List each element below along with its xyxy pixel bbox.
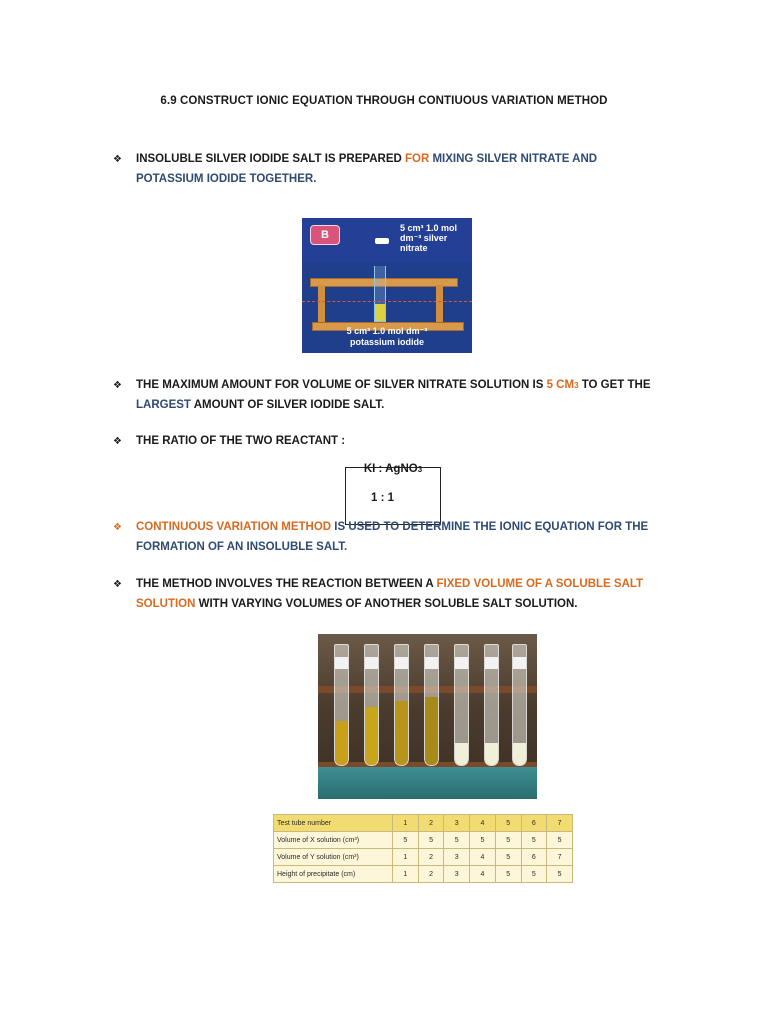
text-span: AMOUNT OF SILVER IODIDE SALT. [190,398,385,411]
table-cell: 1 [393,849,419,866]
tube-label [395,657,408,669]
table-cell: 5 [495,832,521,849]
tube-liquid [365,707,378,765]
highlight-span: LARGEST [136,398,191,411]
table-cell: 5 [547,866,573,883]
table-cell: 6 [521,849,547,866]
label-line: 5 cm³ 1.0 mol dm⁻³ [346,326,428,336]
ratio-value: 1 : 1 [370,492,394,504]
table-cell: Volume of X solution (cm³) [274,832,393,849]
table-cell: 4 [470,866,496,883]
diamond-bullet-icon: ❖ [113,380,122,391]
highlight-sub: 3 [574,381,579,390]
text-span: IS USED TO DETERMINE THE IONIC EQUATION FOR THE FORMATION OF AN INSOLUBLE SALT. [136,521,649,553]
table-cell: Height of precipitate (cm) [274,866,393,883]
test-tube-icon [394,644,409,766]
tube-liquid [395,701,408,765]
tube-liquid [485,743,498,765]
formula-sub: 3 [417,465,423,474]
highlight-span: FIXED VOLUME OF A SOLUBLE SALT SOLUTION [136,578,644,610]
precipitate-fill [375,304,385,321]
potassium-iodide-label [302,326,472,348]
tube-label [513,657,526,669]
table-cell: 5 [495,849,521,866]
tube-label [455,657,468,669]
tube-label [365,657,378,669]
diamond-bullet-icon: ❖ [113,579,122,590]
dashed-line [302,301,472,302]
table-cell: 5 [444,832,470,849]
diamond-bullet-icon: ❖ [113,154,122,165]
table-cell: 7 [547,849,573,866]
rack-leg [436,285,443,325]
bench-surface [318,767,537,799]
diamond-bullet-icon: ❖ [113,522,122,533]
table-cell: 3 [444,815,470,832]
tube-liquid [335,721,348,765]
table-row [274,832,573,849]
table-cell: 5 [521,832,547,849]
test-tube-icon [334,644,349,766]
results-table [273,814,573,883]
dropper-icon [375,238,389,244]
bullet-text-1 [136,150,656,189]
diagram-badge: B [310,225,340,245]
bullet-text-5 [136,575,656,614]
table-header-row [274,815,573,832]
page-title: 6.9 CONSTRUCT IONIC EQUATION THROUGH CONTIUOUS VARIATION METHOD [160,95,608,107]
text-span: WITH VARYING VOLUMES OF ANOTHER SOLUBLE SALT SOLUTION. [195,597,578,610]
highlight-span: 5 CM [546,379,575,391]
table-cell: 2 [418,849,444,866]
ratio-formula [345,463,441,475]
bullet-text-3: THE RATIO OF THE TWO REACTANT : [136,435,346,447]
table-cell: 4 [470,815,496,832]
highlight-span: FOR [405,153,430,165]
table-cell: 5 [547,832,573,849]
apparatus-diagram [302,218,472,353]
bullet-text-2 [136,376,656,415]
table-cell: 5 [495,866,521,883]
table-cell: 5 [393,832,419,849]
table-cell: 5 [495,815,521,832]
bullet-item-4 [113,518,653,558]
table-cell: 2 [418,866,444,883]
label-line: potassium iodide [349,337,424,347]
table-cell: 7 [547,815,573,832]
bullet-item-3 [113,432,653,452]
text-span: MIXING SILVER NITRATE AND POTASSIUM IODIDE TOGETHER. [136,153,598,185]
formula-text: KI : AgNO [363,463,418,475]
test-tube-icon [484,644,499,766]
bullet-item-1 [113,150,653,190]
table-row [274,866,573,883]
table-cell: 3 [444,866,470,883]
table-cell: 2 [418,815,444,832]
table-cell: 1 [393,866,419,883]
bullet-item-2 [113,376,653,416]
test-tube-icon [512,644,527,766]
table-cell: 4 [470,849,496,866]
test-tubes-photo [318,634,537,799]
highlight-span: CONTINUOUS VARIATION METHOD [136,521,332,533]
diamond-bullet-icon: ❖ [113,436,122,447]
table-cell: 1 [393,815,419,832]
tube-liquid [513,743,526,765]
table-cell: 5 [521,866,547,883]
tube-liquid [425,697,438,765]
table-cell: Test tube number [274,815,393,832]
tube-label [425,657,438,669]
text-span: TO GET THE [578,379,651,391]
table-cell: 3 [444,849,470,866]
tube-label [335,657,348,669]
text-span: INSOLUBLE SILVER IODIDE SALT IS PREPARED [136,153,405,165]
bullet-text-4 [136,518,656,557]
table-cell: 5 [470,832,496,849]
text-span: THE MAXIMUM AMOUNT FOR VOLUME OF SILVER NITRATE SOLUTION IS [136,379,547,391]
table-cell: Volume of Y solution (cm³) [274,849,393,866]
silver-nitrate-label: 5 cm³ 1.0 mol dm⁻³ silver nitrate [400,223,458,253]
bullet-item-5 [113,575,653,615]
table-cell: 6 [521,815,547,832]
test-tube-icon [454,644,469,766]
table-row [274,849,573,866]
table-cell: 5 [418,832,444,849]
test-tube-icon [424,644,439,766]
rack-leg [318,285,325,325]
test-tube-icon [364,644,379,766]
text-span: THE METHOD INVOLVES THE REACTION BETWEEN A [136,578,437,590]
tube-label [485,657,498,669]
tube-liquid [455,743,468,765]
